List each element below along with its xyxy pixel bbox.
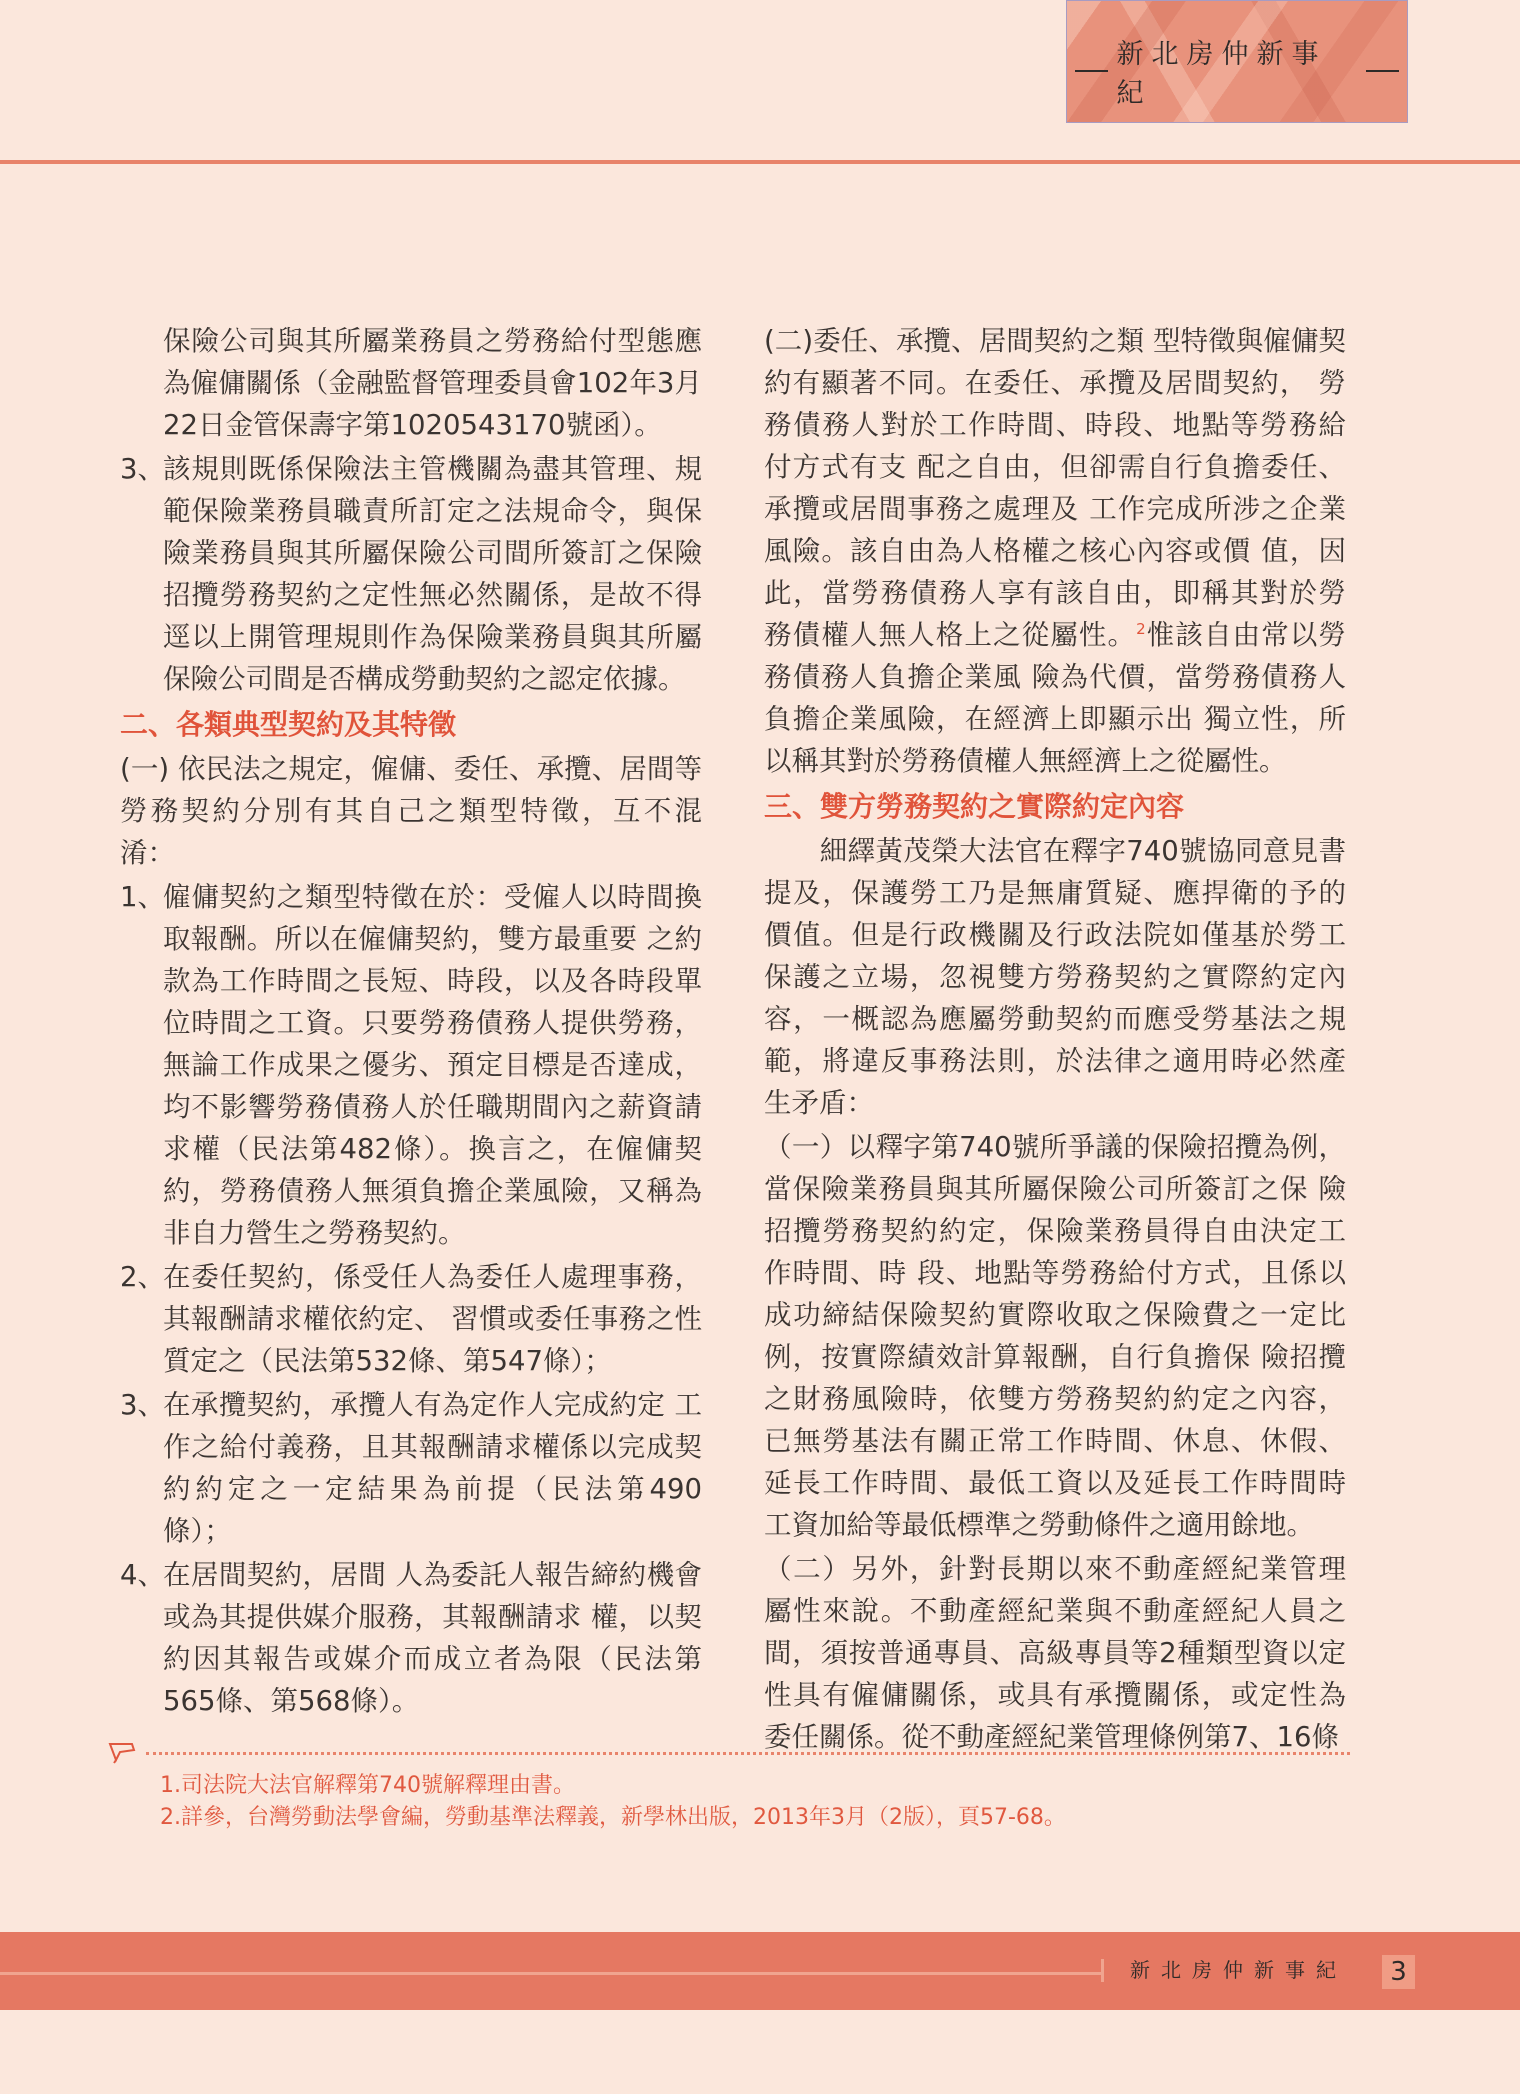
- text-line: 淆：: [120, 837, 175, 869]
- paragraph: [120, 320, 702, 446]
- text-line: 作之給付義務，且其報酬請求權係以完成契: [163, 1431, 702, 1463]
- text-segment: 惟該自由常以勞: [1145, 619, 1346, 651]
- text-line: 生矛盾：: [764, 1087, 874, 1119]
- paragraph: [764, 830, 1346, 1124]
- section-heading: 三、雙方勞務契約之實際約定內容: [764, 790, 1185, 823]
- text-line: 約約定之一定結果為前提（民法第490: [163, 1473, 702, 1505]
- footnote-divider: [146, 1752, 1350, 1755]
- text-line: 屬性來說。不動產經紀業與不動產經紀人員之: [764, 1595, 1346, 1627]
- list-number: 1、: [120, 881, 165, 913]
- text-line: 非自力營生之勞務契約。: [163, 1217, 466, 1249]
- left-column: [120, 320, 702, 1724]
- header-title-wrap: [1067, 32, 1407, 110]
- text-line: 以稱其對於勞務債權人無經濟上之從屬性。: [764, 745, 1287, 777]
- text-line: 負擔企業風險，在經濟上即顯示出 獨立性，所: [764, 703, 1346, 735]
- footnote-1: 1.司法院大法官解釋第740號解釋理由書。: [160, 1773, 575, 1798]
- text-line: (一) 依民法之規定，僱傭、委任、承攬、居間等: [120, 753, 702, 785]
- text-line: 在承攬契約，承攬人有為定作人完成約定 工: [163, 1389, 702, 1421]
- text-line: 當保險業務員與其所屬保險公司所簽訂之保 險: [764, 1173, 1346, 1205]
- text-line: 範，將違反事務法則，於法律之適用時必然產: [764, 1045, 1346, 1077]
- text-line: 保險公司與其所屬業務員之勞務給付型態應: [163, 325, 702, 357]
- text-line: 招攬勞務契約之定性無必然關係，是故不得: [163, 579, 702, 611]
- text-line: 作時間、時 段、地點等勞務給付方式，且係以: [764, 1257, 1346, 1289]
- text-line: 成功締結保險契約實際收取之保險費之一定比: [764, 1299, 1346, 1331]
- list-number: 3、: [120, 1389, 165, 1421]
- footer-band: [0, 1932, 1520, 2010]
- text-line: 條）；: [163, 1515, 232, 1547]
- text-line: 在委任契約，係受任人為委任人處理事務，: [163, 1261, 702, 1293]
- dash-decoration: [1075, 70, 1108, 72]
- header-title: 新北房仲新事紀: [1116, 39, 1327, 109]
- paragraph: [764, 1548, 1346, 1758]
- text-line: 位時間之工資。只要勞務債務人提供勞務，: [163, 1007, 702, 1039]
- text-line: 例，按實際績效計算報酬，自行負擔保 險招攬: [764, 1341, 1346, 1373]
- footnote-2: 2.詳參，台灣勞動法學會編，勞動基準法釋義，新學林出版，2013年3月（2版），頁57-68。: [160, 1805, 1066, 1830]
- footnote-ref: 2: [1136, 619, 1146, 638]
- text-line: 款為工作時間之長短、時段，以及各時段單: [163, 965, 702, 997]
- text-line: 價值。但是行政機關及行政法院如僅基於勞工: [764, 919, 1346, 951]
- text-line: 僱傭契約之類型特徵在於：受僱人以時間換: [163, 881, 702, 913]
- text-line: 保護之立場，忽視雙方勞務契約之實際約定內: [764, 961, 1346, 993]
- list-number: 3、: [120, 453, 165, 485]
- text-line: (二)委任、承攬、居間契約之類 型特徵與僱傭契: [764, 325, 1346, 357]
- text-line: 委任關係。從不動產經紀業管理條例第7、16條: [764, 1721, 1339, 1753]
- paragraph: [764, 1126, 1346, 1546]
- header-divider: [0, 160, 1520, 164]
- text-line: 承攬或居間事務之處理及 工作完成所涉之企業: [764, 493, 1346, 525]
- list-item: [120, 1384, 702, 1552]
- pencil-note-icon: [108, 1740, 138, 1764]
- text-line: 風險。該自由為人格權之核心內容或價 值，因: [764, 535, 1346, 567]
- text-line: 細繹黃茂榮大法官在釋字740號協同意見書: [764, 835, 1346, 867]
- text-line: 之財務風險時，依雙方勞務契約約定之內容，: [764, 1383, 1346, 1415]
- text-line: 逕以上開管理規則作為保險業務員與其所屬: [163, 621, 702, 653]
- list-item: [120, 448, 702, 700]
- text-line: 無論工作成果之優劣、預定目標是否達成，: [163, 1049, 702, 1081]
- text-line: 保險公司間是否構成勞動契約之認定依據。: [163, 663, 686, 695]
- list-number: 2、: [120, 1261, 165, 1293]
- text-line: 取報酬。所以在僱傭契約，雙方最重要 之約: [163, 923, 702, 955]
- text-line: 約，勞務債務人無須負擔企業風險，又稱為: [163, 1175, 702, 1207]
- text-line: 範保險業務員職責所訂定之法規命令，與保: [163, 495, 702, 527]
- list-number: 4、: [120, 1559, 165, 1591]
- text-line: 其報酬請求權依約定、 習慣或委任事務之性: [163, 1303, 702, 1335]
- text-line: 工資加給等最低標準之勞動條件之適用餘地。: [764, 1509, 1314, 1541]
- text-line: 付方式有支 配之自由，但卻需自行負擔委任、: [764, 451, 1346, 483]
- text-line: 勞務契約分別有其自己之類型特徵，互不混: [120, 795, 702, 827]
- text-line: 容，一概認為應屬勞動契約而應受勞基法之規: [764, 1003, 1346, 1035]
- text-line: （一）以釋字第740號所爭議的保險招攬為例，: [764, 1131, 1346, 1163]
- text-line: 或為其提供媒介服務，其報酬請求 權，以契: [163, 1601, 702, 1633]
- text-line: 均不影響勞務債務人於任職期間內之薪資請: [163, 1091, 702, 1123]
- text-line: 22日金管保壽字第1020543170號函）。: [163, 409, 662, 441]
- text-line: 質定之（民法第532條、第547條）；: [163, 1345, 612, 1377]
- text-line: 約有顯著不同。在委任、承攬及居間契約， 勞: [764, 367, 1346, 399]
- list-item: [120, 876, 702, 1254]
- section-heading: 二、各類典型契約及其特徵: [120, 708, 457, 741]
- text-line: 提及，保護勞工乃是無庸質疑、應捍衛的予的: [764, 877, 1346, 909]
- text-line: 在居間契約，居間 人為委託人報告締約機會: [163, 1559, 702, 1591]
- list-item: [120, 1554, 702, 1722]
- footer-rule: [0, 1972, 1103, 1975]
- text-line: 務債務人對於工作時間、時段、地點等勞務給: [764, 409, 1346, 441]
- page-number: 3: [1382, 1955, 1415, 1989]
- text-line: （二）另外，針對長期以來不動產經紀業管理: [764, 1553, 1346, 1585]
- text-segment: 務債權人無人格上之從屬性。: [764, 619, 1137, 651]
- right-column: [764, 320, 1346, 1760]
- text-line: 招攬勞務契約約定，保險業務員得自由決定工: [764, 1215, 1346, 1247]
- text-line: 565條、第568條）。: [163, 1685, 420, 1717]
- paragraph: [764, 320, 1346, 782]
- text-line: 險業務員與其所屬保險公司間所簽訂之保險: [163, 537, 702, 569]
- text-line: [764, 614, 1346, 656]
- header-banner: [1066, 0, 1408, 123]
- text-line: 已無勞基法有關正常工作時間、休息、休假、: [764, 1425, 1346, 1457]
- text-line: 此，當勞務債務人享有該自由，即稱其對於勞: [764, 577, 1346, 609]
- text-line: 為僱傭關係（金融監督管理委員會102年3月: [163, 367, 702, 399]
- text-line: 性具有僱傭關係，或具有承攬關係，或定性為: [764, 1679, 1346, 1711]
- paragraph: [120, 748, 702, 874]
- text-line: 務債務人負擔企業風 險為代價，當勞務債務人: [764, 661, 1346, 693]
- dash-decoration: [1366, 70, 1399, 72]
- text-line: 約因其報告或媒介而成立者為限（民法第: [163, 1643, 702, 1675]
- footer-rule-tick: [1101, 1959, 1104, 1982]
- text-line: 求權（民法第482條）。換言之，在僱傭契: [163, 1133, 702, 1165]
- text-line: 間，須按普通專員、高級專員等2種類型資以定: [764, 1637, 1346, 1669]
- text-line: 該規則既係保險法主管機關為盡其管理、規: [163, 453, 702, 485]
- footer-title: 新北房仲新事紀: [1130, 1958, 1347, 1982]
- text-line: 延長工作時間、最低工資以及延長工作時間時: [764, 1467, 1346, 1499]
- list-item: [120, 1256, 702, 1382]
